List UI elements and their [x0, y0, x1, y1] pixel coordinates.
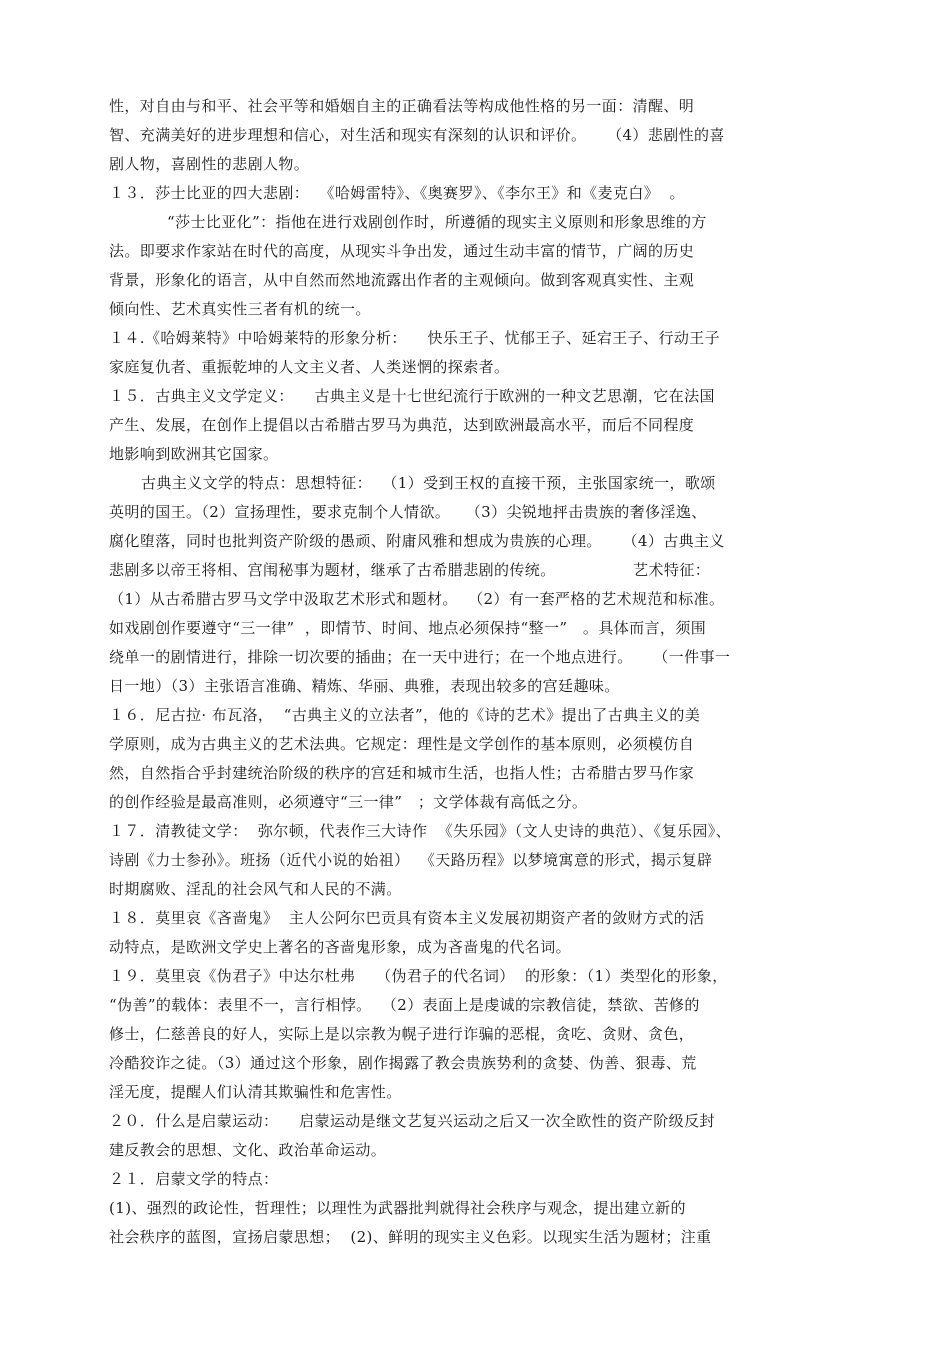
text-line: 智、充满美好的进步理想和信心，对生活和现实有深刻的认识和评价。 （4）悲剧性的喜: [109, 126, 725, 144]
text-line: 学原则，成为古典主义的艺术法典。它规定：理性是文学创作的基本原则，必须模仿自: [109, 735, 695, 753]
text-line: 剧人物，喜剧性的悲剧人物。: [109, 155, 310, 173]
section-heading-20: ２０．什么是启蒙运动： 启蒙运动是继文艺复兴运动之后又一次全欧性的资产阶级反封: [109, 1112, 715, 1130]
section-heading-19: １９．莫里哀《伪君子》中达尔杜弗 （伪君子的代名词） 的形象：（1）类型化的形象，: [109, 967, 728, 985]
text-line: 时期腐败、淫乱的社会风气和人民的不满。: [109, 880, 402, 898]
text-line: 然，自然指合乎封建统治阶级的秩序的宫廷和城市生活，也指人性；古希腊古罗马作家: [109, 764, 695, 782]
text-line: 家庭复仇者、重振乾坤的人文主义者、人类迷惘的探索者。: [109, 358, 510, 376]
text-line: “伪善”的载体：表里不一，言行相悖。 （2）表面上是虔诚的宗教信徒，禁欲、苦修的: [109, 996, 700, 1014]
section-heading-16: １６．尼古拉· 布瓦洛， “古典主义的立法者”，他的《诗的艺术》提出了古典主义的美: [109, 706, 701, 724]
text-line: 日一地）（3）主张语言准确、精炼、华丽、典雅，表现出较多的宫廷趣味。: [109, 677, 620, 695]
text-line: 建反教会的思想、文化、政治革命运动。: [109, 1141, 387, 1159]
section-heading-15: １５．古典主义文学定义： 古典主义是十七世纪流行于欧洲的一种文艺思潮，它在法国: [109, 387, 715, 405]
text-line: 性，对自由与和平、社会平等和婚姻自主的正确看法等构成他性格的另一面：清醒、明: [109, 97, 695, 115]
text-line: 法。即要求作家站在时代的高度，从现实斗争出发，通过生动丰富的情节，广阔的历史: [109, 242, 695, 260]
text-line: 产生、发展，在创作上提倡以古希腊古罗马为典范，达到欧洲最高水平，而后不同程度: [109, 416, 695, 434]
text-line: 背景，形象化的语言，从中自然而然地流露出作者的主观倾向。做到客观真实性、主观: [109, 271, 695, 289]
text-line: （1）从古希腊古罗马文学中汲取艺术形式和题材。 （2）有一套严格的艺术规范和标准。: [109, 590, 725, 608]
section-heading-18: １８．莫里哀《吝啬鬼》 主人公阿尔巴贡具有资本主义发展初期资产者的敛财方式的活: [109, 909, 705, 927]
text-line: 英明的国王。（2）宣扬理性，要求克制个人情欲。 （3）尖锐地抨击贵族的奢侈淫逸、: [109, 503, 707, 521]
text-line: 动特点，是欧洲文学史上著名的吝啬鬼形象，成为吝啬鬼的代名词。: [109, 938, 572, 956]
text-line: 悲剧多以帝王将相、宫闱秘事为题材，继承了古希腊悲剧的传统。 艺术特征：: [109, 561, 711, 579]
text-line: 修士，仁慈善良的好人，实际上是以宗教为幌子进行诈骗的恶棍，贪吃、贪财、贪色，: [109, 1025, 695, 1043]
text-line: 社会秩序的蓝图，宣扬启蒙思想； (2)、鲜明的现实主义色彩。以现实生活为题材；注重: [109, 1228, 712, 1246]
text-line: 地影响到欧洲其它国家。: [109, 445, 279, 463]
text-line: 诗剧《力士参孙》。班扬（近代小说的始祖） 《天路历程》以梦境寓意的形式，揭示复辟: [109, 851, 713, 869]
text-line: 腐化堕落，同时也批判资产阶级的愚顽、附庸风雅和想成为贵族的心理。 （4）古典主义: [109, 532, 725, 550]
text-line: 的创作经验是最高准则，必须遵守“三一律” ；文学体裁有高低之分。: [109, 793, 588, 811]
text-line: 古典主义文学的特点：思想特征： （1）受到王权的直接干预，主张国家统一，歌颂: [141, 474, 716, 492]
text-line: 淫无度，提醒人们认清其欺骗性和危害性。: [109, 1083, 402, 1101]
text-line: 绕单一的剧情进行，排除一切次要的插曲；在一天中进行；在一个地点进行。 （一件事一: [109, 648, 731, 666]
section-heading-21: ２１．启蒙文学的特点：: [109, 1170, 279, 1188]
text-line: (1)、强烈的政论性，哲理性；以理性为武器批判就得社会秩序与观念，提出建立新的: [109, 1199, 686, 1217]
text-line: 倾向性、艺术真实性三者有机的统一。: [109, 300, 371, 318]
section-heading-13: １３．莎士比亚的四大悲剧： 《哈姆雷特》、《奥赛罗》、《李尔王》和《麦克白》 。: [109, 184, 685, 202]
text-line: “莎士比亚化”：指他在进行戏剧创作时，所遵循的现实主义原则和形象思维的方: [167, 213, 707, 231]
section-heading-17: １７．清教徒文学： 弥尔顿，代表作三大诗作 《失乐园》（文人史诗的典范）、《复乐园》、: [109, 822, 732, 840]
text-line: 如戏剧创作要遵守“三一律” ，即情节、时间、地点必须保持“整一” 。具体而言，须围: [109, 619, 707, 637]
section-heading-14: １４.《哈姆莱特》中哈姆莱特的形象分析： 快乐王子、忧郁王子、延宕王子、行动王子: [109, 329, 721, 347]
text-line: 冷酷狡诈之徒。（3）通过这个形象，剧作揭露了教会贵族势利的贪婪、伪善、狠毒、荒: [109, 1054, 697, 1072]
